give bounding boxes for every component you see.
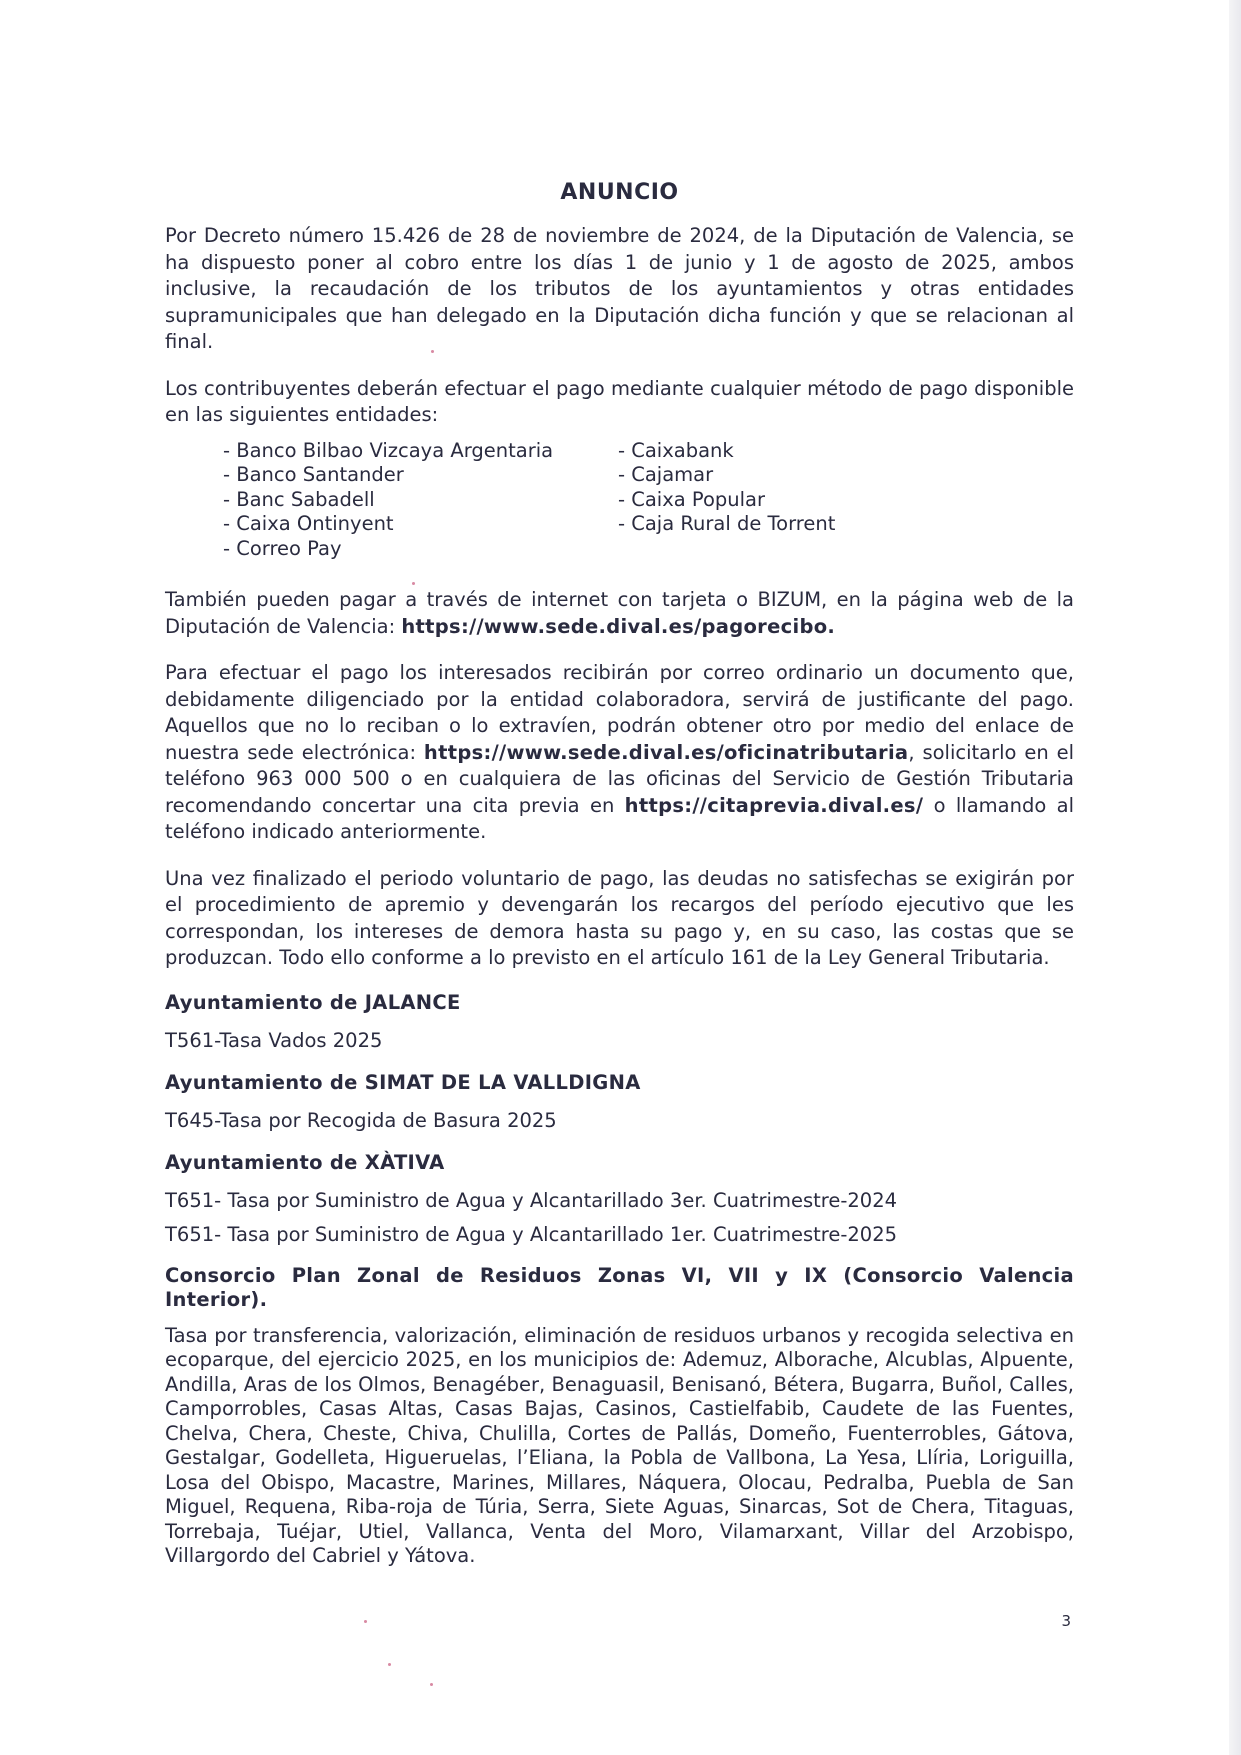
intro-paragraph: Por Decreto número 15.426 de 28 de noviembre de 2024, de la Diputación de Valencia, se ha dispuesto poner al cobro entre los días 1 de junio y 1 de agosto de 2025, ambos inclusive, la recaudación de los tributos de los ayuntamientos y otras entidades supramunicipales que han delegado en la Diputación dicha función y que se relacionan al final. [165,224,1074,353]
internet-payment-text: También pueden pagar a través de internet con tarjeta o BIZUM, en la página web de la Diputación de Valencia: [165,588,1074,638]
consorcio-heading: Consorcio Plan Zonal de Residuos Zonas VI, VII y IX (Consorcio Valencia Interior). [165,1263,1074,1311]
page-edge-shadow [1229,0,1241,1755]
collection-text-3: o llamando al teléfono indicado anteriormente. [165,793,1074,843]
bank-item: - Caixabank [618,438,734,462]
oficinatributaria-link[interactable]: https://www.sede.dival.es/oficinatributaria [423,740,909,764]
tax-item: T645-Tasa por Recogida de Basura 2025 [165,1108,557,1132]
bank-item: - Cajamar [618,463,714,486]
bank-item: - Banco Santander [223,463,404,486]
bank-list-right [618,439,948,562]
section-heading-xativa: Ayuntamiento de XÀTIVA [165,1150,445,1174]
bank-item: - Banc Sabadell [223,487,375,511]
tax-item: T651- Tasa por Suministro de Agua y Alcantarillado 1er. Cuatrimestre-2025 [165,1222,898,1246]
collection-paragraph [165,660,1074,846]
bank-item: - Caixa Popular [618,487,766,511]
scan-speck [431,350,434,353]
page-number: 3 [1061,1612,1071,1630]
pagorecibo-link[interactable]: https://www.sede.dival.es/pagorecibo. [401,614,836,638]
consorcio-paragraph: Tasa por transferencia, valorización, eliminación de residuos urbanos y recogida selectiva en ecoparque, del ejercicio 2025, en los municipios de: Ademuz, Alborache, Alcublas, Alpuente, Andilla, Aras de los Olmos, Benagéber, Benaguasil, Benisanó, Bétera, Bugarra, Buñol, Calles, Camporrobles, Casas Altas, Casas Bajas, Casinos, Castielfabib, Caudete de las Fuentes, Chelva, Chera, Cheste, Chiva, Chulilla, Cortes de Pallás, Domeño, Fuenterrobles, Gátova, Gestalgar, Godelleta, Higueruelas, l’Eliana, la Pobla de Vallbona, La Yesa, Llíria, Loriguilla, Losa del Obispo, Macastre, Marines, Millares, Náquera, Olocau, Pedralba, Puebla de San Miguel, Requena, Riba-roja de Túria, Serra, Siete Aguas, Sinarcas, Sot de Chera, Titaguas, Torrebaja, Tuéjar, Utiel, Vallanca, Venta del Moro, Vilamarxant, Villar del Arzobispo, Villargordo del Cabriel y Yátova. [165,1323,1074,1567]
section-heading-jalance: Ayuntamiento de JALANCE [165,990,461,1014]
document-title: ANUNCIO [560,180,679,205]
scan-speck [430,1683,433,1686]
bank-list [223,439,1074,562]
payment-intro-paragraph: Los contribuyentes deberán efectuar el pago mediante cualquier método de pago disponible en las siguientes entidades: [165,376,1074,426]
scan-speck [412,582,415,585]
bank-item: - Caja Rural de Torrent [618,512,836,535]
bank-item: - Correo Pay [223,536,342,560]
citaprevia-link[interactable]: https://citaprevia.dival.es/ [624,793,924,817]
collection-text-2: , solicitarlo en el teléfono 963 000 500 o en cualquiera de las oficinas del Servicio de Gestión Tributaria recomendando concertar una cita previa en [165,740,1074,817]
scan-speck [364,1620,367,1623]
enforcement-paragraph: Una vez finalizado el periodo voluntario de pago, las deudas no satisfechas se exigirán por el procedimiento de apremio y devengarán los recargos del período ejecutivo que les correspondan, los intereses de demora hasta su pago y, en su caso, las costas que se produzcan. Todo ello conforme a lo previsto en el artículo 161 de la Ley General Tributaria. [165,866,1074,969]
scan-speck [388,1663,391,1666]
bank-item: - Banco Bilbao Vizcaya Argentaria [223,438,554,462]
internet-payment-paragraph [165,587,1074,640]
document-body [165,180,1074,1569]
tax-item: T561-Tasa Vados 2025 [165,1028,383,1052]
bank-item: - Caixa Ontinyent [223,512,394,535]
tax-item: T651- Tasa por Suministro de Agua y Alcantarillado 3er. Cuatrimestre-2024 [165,1188,898,1212]
bank-list-left [223,439,618,562]
section-heading-simat: Ayuntamiento de SIMAT DE LA VALLDIGNA [165,1070,641,1094]
collection-text-1: Para efectuar el pago los interesados recibirán por correo ordinario un documento que, debidamente diligenciado por la entidad colaboradora, servirá de justificante del pago. Aquellos que no lo reciban o lo extravíen, podrán obtener otro por medio del enlace de nuestra sede electrónica: [165,661,1074,764]
